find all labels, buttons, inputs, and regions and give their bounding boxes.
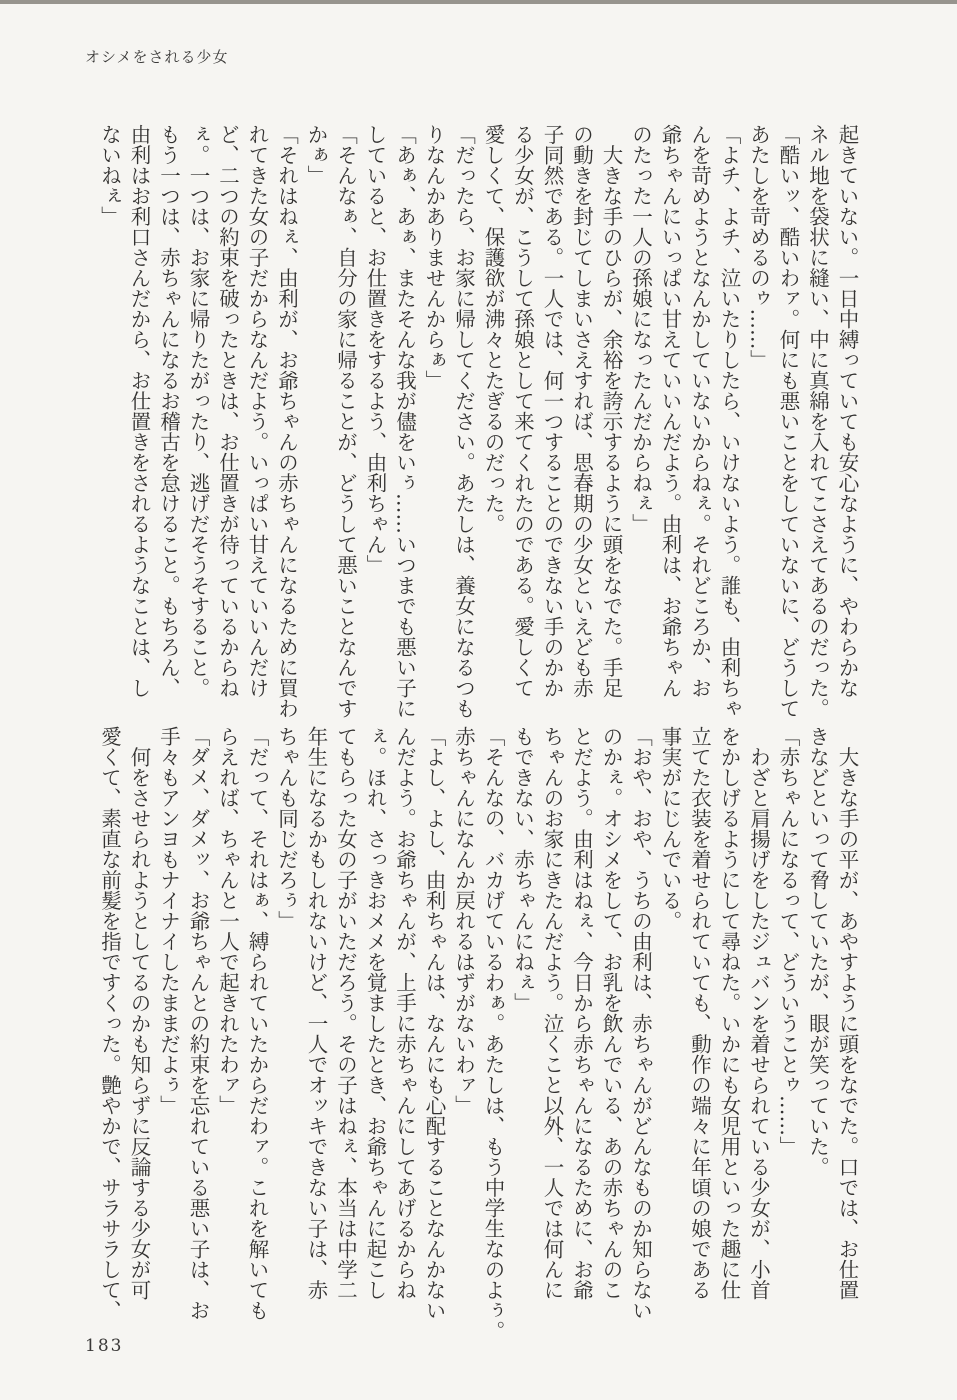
running-head: オシメをされる少女 (85, 48, 229, 66)
upper-text-band (90, 124, 857, 729)
text-column: をかしげるようにして尋ねた。いかにも女児用といった趣に仕 (717, 726, 741, 1300)
text-column: 「それはねぇ、由利が、お爺ちゃんの赤ちゃんになるために買わ (274, 124, 299, 719)
text-column: ちゃんも同じだろぅ」 (274, 726, 299, 931)
text-column: 愛くて、素直な前髪を指ですくった。艶やかで、サラサラして、 (97, 726, 122, 1321)
text-column: ぇ。ほれ、さっきおメメを覚ましたとき、お爺ちゃんに起こし (363, 726, 387, 1300)
text-column: のたった一人の孫娘になったんだからねぇ」 (628, 124, 653, 534)
text-column: 「そんなの、バカげているわぁ。あたしは、もう中学生なのよぅ。 (481, 726, 505, 1341)
text-column: 爺ちゃんにいっぱい甘えていいんだよう。由利は、お爺ちゃん (658, 124, 682, 698)
text-column: ぇ。一つは、お家に帰りたがったり、逃げだそうそすること。 (186, 124, 210, 698)
text-column: 「だって、それはぁ、縛られていたからだわァ。これを解いても (245, 726, 269, 1321)
text-column: らえれば、ちゃんと一人で起きれたわァ」 (215, 726, 240, 1116)
text-column: 大きな手のひらが、余裕を誇示するように頭をなでた。手足 (599, 124, 623, 698)
text-column: んを苛めようとなんかしていないからねぇ。それどころか、お (687, 124, 712, 698)
text-column: もう一つは、赤ちゃんになるお稽古を怠けること。もちろん、 (156, 124, 181, 698)
text-column: 「あぁ、あぁ、またそんな我が儘をいぅ……いつまでも悪い子に (392, 124, 417, 719)
lower-text-band (90, 726, 857, 1346)
text-column: もできない、赤ちゃんにねぇ」 (510, 726, 535, 1013)
text-column: 「よし、よし、由利ちゃんは、なんにも心配することなんかない (422, 726, 446, 1321)
text-column: のかぇ。オシメをして、お乳を飲んでいる、あの赤ちゃんのこ (599, 726, 623, 1300)
text-column: りなんかありませんからぁ」 (422, 124, 446, 391)
text-column: 年生になるかもしれないけど、一人でオッキできない子は、赤 (304, 726, 328, 1300)
text-column: 事実がにじんでいる。 (658, 726, 682, 931)
text-column: 「酷いッ、酷いわァ。何にも悪いことをしていないに、どうして (776, 124, 800, 719)
text-column: していると、お仕置きをするよう、由利ちゃん」 (363, 124, 387, 575)
scan-edge (0, 0, 957, 4)
text-column: 「ダメ、ダメッ、お爺ちゃんとの約束を忘れている悪い子は、お (186, 726, 210, 1321)
text-column: 「よチ、よチ、泣いたりしたら、いけないよう。誰も、由利ちゃ (717, 124, 741, 719)
text-column: かぁ」 (304, 124, 328, 186)
text-column: ないねぇ」 (97, 124, 122, 227)
text-column: 「だったら、お家に帰してください。あたしは、養女になるつも (451, 124, 476, 719)
text-column: れてきた女の子だからなんだよう。いっぱい甘えていいんだけ (245, 124, 269, 698)
text-column: 起きていない。一日中縛っていても安心なように、やわらかな (835, 124, 859, 698)
text-column: ちゃんのお家にきたんだよう。泣くこと以外、一人では何んに (540, 726, 564, 1300)
text-column: あたしを苛めるのゥ……」 (746, 124, 771, 370)
text-column: 赤ちゃんになんか戻れるはずがないわァ」 (451, 726, 476, 1116)
text-column: 「赤ちゃんになるって、どういうことゥ……」 (776, 726, 800, 1157)
text-column: わざと肩揚げをしたジュバンを着せられている少女が、小首 (746, 726, 771, 1300)
text-column: 愛しくて、保護欲が沸々とたぎるのだった。 (481, 124, 505, 534)
text-column: の動きを封じてしまいさえすれば、思春期の少女といえども赤 (569, 124, 594, 698)
text-column: てもらった女の子がいただろう。その子はねぇ、本当は中学二 (333, 726, 358, 1300)
text-column: 子同然である。一人では、何一つすることのできない手のかか (540, 124, 564, 698)
text-column: とだよう。由利はねぇ、今日から赤ちゃんになるために、お爺 (569, 726, 594, 1300)
text-column: 「そんなぁ、自分の家に帰ることが、どうして悪いことなんです (333, 124, 358, 719)
page-number: 183 (85, 1336, 124, 1356)
text-column: る少女が、こうして孫娘として来てくれたのである。愛しくて (510, 124, 535, 698)
text-column: 「おや、おや、うちの由利は、赤ちゃんがどんなものか知らない (628, 726, 653, 1321)
text-column: ネル地を袋状に縫い、中に真綿を入れてこさえてあるのだった。 (805, 124, 830, 719)
text-column: 何をさせられようとしてるのかも知らずに反論する少女が可 (127, 726, 151, 1300)
text-column: きなどといって脅していたが、眼が笑っていた。 (805, 726, 830, 1177)
text-column: 由利はお利口さんだから、お仕置きをされるようなことは、し (127, 124, 151, 698)
text-column: ど、二つの約束を破ったときは、お仕置きが待っているからね (215, 124, 240, 698)
text-column: 立てた衣装を着せられていても、動作の端々に年頃の娘である (687, 726, 712, 1300)
text-column: んだよう。お爺ちゃんが、上手に赤ちゃんにしてあげるからね (392, 726, 417, 1300)
text-column: 手々もアンヨもナイナイしたままだよぅ」 (156, 726, 181, 1116)
text-column: 大きな手の平が、あやすように頭をなでた。口では、お仕置 (835, 726, 859, 1300)
